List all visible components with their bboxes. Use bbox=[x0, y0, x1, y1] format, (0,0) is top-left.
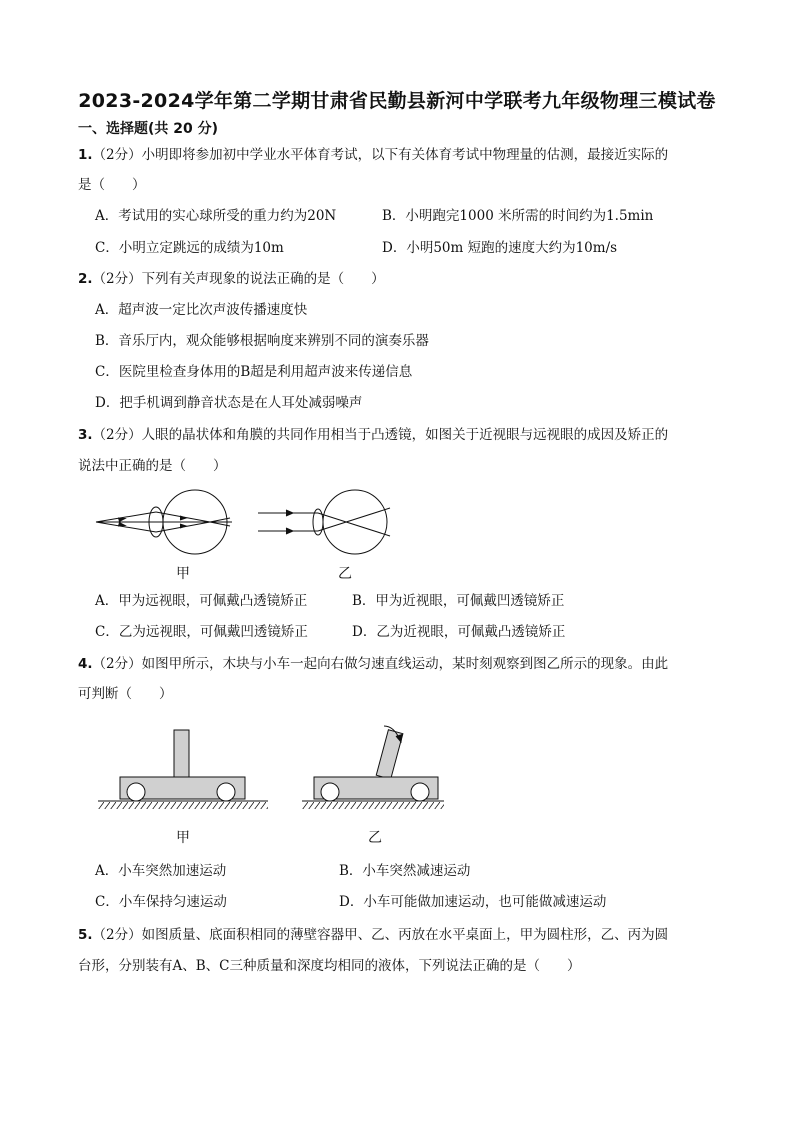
question-2-option-a[interactable]: A．超声波一定比次声波传播速度快 bbox=[95, 302, 308, 318]
question-2-option-b[interactable]: B．音乐厅内，观众能够根据响度来辨别不同的演奏乐器 bbox=[95, 333, 429, 349]
cart-caption-jia: 甲 bbox=[176, 830, 190, 846]
question-3-text: （2分）人眼的晶状体和角膜的共同作用相当于凸透镜，如图关于近视眼与远视眼的成因及矫正的 bbox=[92, 427, 669, 443]
question-2-stem bbox=[78, 270, 385, 288]
question-1-option-c[interactable]: C．小明立定跳远的成绩为10m bbox=[95, 240, 284, 256]
question-3-stem bbox=[78, 426, 668, 444]
question-1-stem-cont: 是（ ） bbox=[78, 177, 146, 193]
eye-jia-diagram bbox=[96, 490, 232, 554]
question-3-option-b[interactable]: B．甲为近视眼，可佩戴凹透镜矫正 bbox=[352, 593, 565, 609]
cart-jia-diagram bbox=[98, 730, 268, 809]
cart-diagram-figure bbox=[92, 722, 472, 816]
question-1-text: （2分）小明即将参加初中学业水平体育考试，以下有关体育考试中物理量的估测，最接近实际的 bbox=[92, 147, 669, 163]
question-4-text: （2分）如图甲所示，木块与小车一起向右做匀速直线运动，某时刻观察到图乙所示的现象。由此 bbox=[92, 656, 669, 672]
question-5-text: （2分）如图质量、底面积相同的薄壁容器甲、乙、丙放在水平桌面上，甲为圆柱形，乙、丙为圆 bbox=[92, 927, 669, 943]
question-4-option-c[interactable]: C．小车保持匀速运动 bbox=[95, 894, 227, 910]
question-4-stem bbox=[78, 655, 668, 673]
question-1-option-d[interactable]: D．小明50m 短跑的速度大约为10m/s bbox=[382, 240, 618, 256]
question-2-number: 2. bbox=[78, 271, 93, 287]
question-5-number: 5. bbox=[78, 927, 93, 943]
question-1-option-b[interactable]: B．小明跑完1000 米所需的时间约为1.5min bbox=[382, 208, 654, 224]
question-2-option-c[interactable]: C．医院里检查身体用的B超是利用超声波来传递信息 bbox=[95, 364, 413, 380]
question-3-option-a[interactable]: A．甲为远视眼，可佩戴凸透镜矫正 bbox=[95, 593, 308, 609]
eye-caption-jia: 甲 bbox=[176, 566, 190, 582]
question-5-stem-cont: 台形，分别装有A、B、C三种质量和深度均相同的液体，下列说法正确的是（ ） bbox=[78, 958, 581, 974]
question-4-option-a[interactable]: A．小车突然加速运动 bbox=[95, 863, 227, 879]
cart-caption-yi: 乙 bbox=[368, 830, 382, 846]
question-2-text: （2分）下列有关声现象的说法正确的是（ ） bbox=[92, 271, 385, 287]
eye-diagram-figure bbox=[90, 482, 400, 564]
section-heading: 一、选择题(共 20 分) bbox=[78, 121, 219, 137]
question-2-option-d[interactable]: D．把手机调到静音状态是在人耳处减弱噪声 bbox=[95, 395, 363, 411]
question-1-number: 1. bbox=[78, 147, 93, 163]
question-1-option-a[interactable]: A．考试用的实心球所受的重力约为20N bbox=[95, 208, 337, 224]
question-4-option-b[interactable]: B．小车突然减速运动 bbox=[339, 863, 471, 879]
question-3-stem-cont: 说法中正确的是（ ） bbox=[78, 458, 227, 474]
question-3-option-c[interactable]: C．乙为远视眼，可佩戴凹透镜矫正 bbox=[95, 624, 308, 640]
question-4-stem-cont: 可判断（ ） bbox=[78, 686, 173, 702]
question-4-option-d[interactable]: D．小车可能做加速运动，也可能做减速运动 bbox=[339, 894, 607, 910]
question-5-stem bbox=[78, 926, 668, 944]
cart-yi-diagram bbox=[302, 726, 444, 809]
question-3-option-d[interactable]: D．乙为近视眼，可佩戴凸透镜矫正 bbox=[352, 624, 566, 640]
eye-yi-diagram bbox=[258, 490, 390, 554]
eye-caption-yi: 乙 bbox=[338, 566, 352, 582]
exam-title: 2023-2024学年第二学期甘肃省民勤县新河中学联考九年级物理三模试卷 bbox=[78, 90, 716, 112]
question-1-stem bbox=[78, 146, 668, 164]
question-3-number: 3. bbox=[78, 427, 93, 443]
question-4-number: 4. bbox=[78, 656, 93, 672]
